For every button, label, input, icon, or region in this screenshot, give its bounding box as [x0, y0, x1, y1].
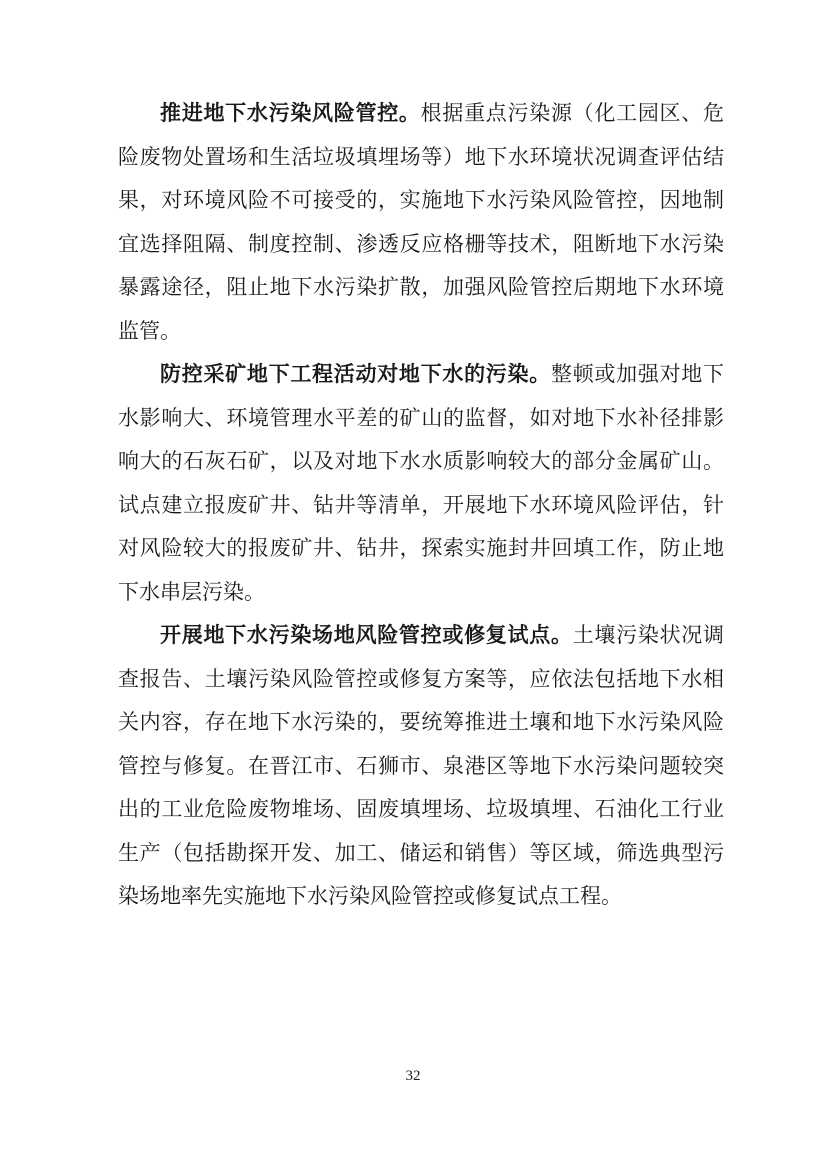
paragraph-bold-lead: 推进地下水污染风险管控。: [160, 101, 421, 125]
paragraph-body-text: 整顿或加强对地下水影响大、环境管理水平差的矿山的监督，如对地下水补径排影响大的石灰石矿，以及对地下水水质影响较大的部分金属矿山。试点建立报废矿井、钻井等清单，开展地下水环境风险评估，针对风险较大的报废矿井、钻井，探索实施封井回填工作，防止地下水串层污染。: [118, 362, 725, 604]
paragraph-groundwater-risk-control: [118, 92, 724, 353]
paragraph-mining-pollution-prevention: [118, 353, 724, 614]
page-number: 32: [405, 1068, 421, 1084]
paragraph-bold-lead: 防控采矿地下工程活动对地下水的污染。: [160, 362, 551, 386]
page-content: [118, 92, 724, 919]
paragraph-site-remediation-pilot: [118, 614, 724, 919]
paragraph-body-text: 根据重点污染源（化工园区、危险废物处置场和生活垃圾填埋场等）地下水环境状况调查评估结果，对环境风险不可接受的，实施地下水污染风险管控，因地制宜选择阻隔、制度控制、渗透反应格栅等技术，阻断地下水污染暴露途径，阻止地下水污染扩散，加强风险管控后期地下水环境监管。: [118, 101, 724, 343]
paragraph-bold-lead: 开展地下水污染场地风险管控或修复试点。: [160, 623, 573, 647]
paragraph-body-text: 土壤污染状况调查报告、土壤污染风险管控或修复方案等，应依法包括地下水相关内容，存在地下水污染的，要统筹推进土壤和地下水污染风险管控与修复。在晋江市、石狮市、泉港区等地下水污染问题较突出的工业危险废物堆场、固废填埋场、垃圾填埋、石油化工行业生产（包括勘探开发、加工、储运和销售）等区域，筛选典型污染场地率先实施地下水污染风险管控或修复试点工程。: [118, 623, 725, 908]
